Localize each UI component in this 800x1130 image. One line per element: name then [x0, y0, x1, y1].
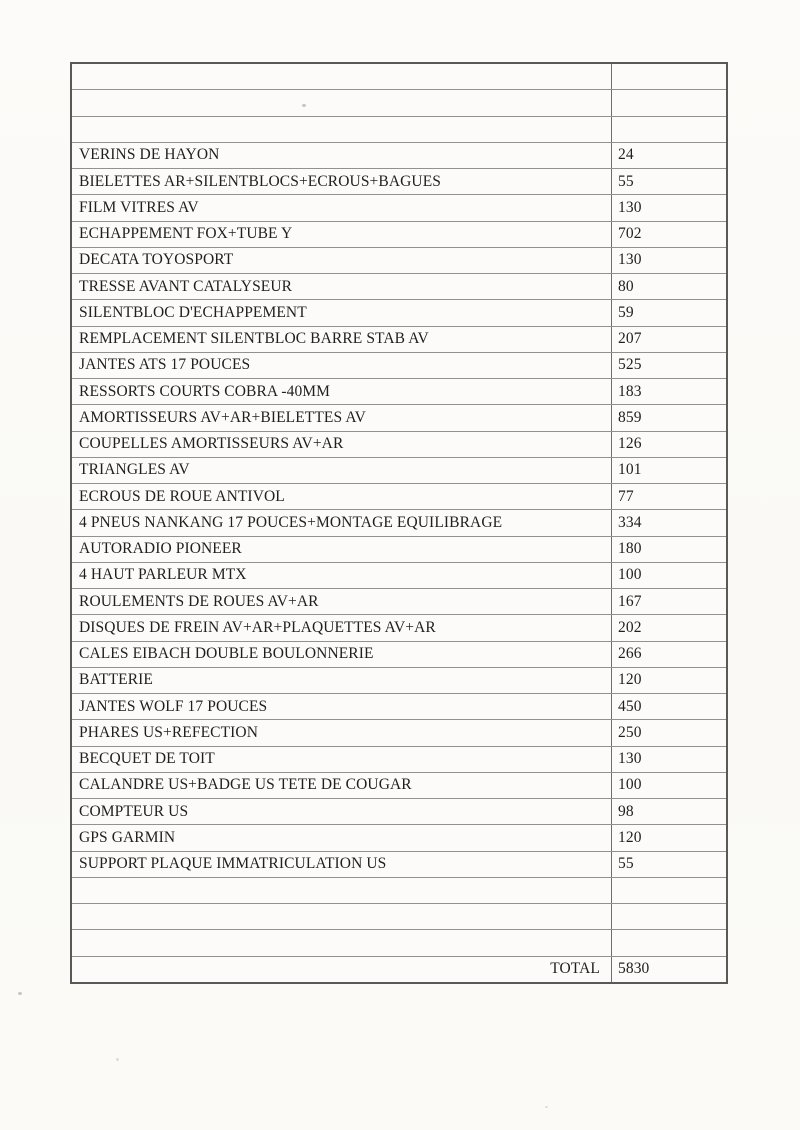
item-label: VERINS DE HAYON: [72, 143, 612, 168]
item-label: TRESSE AVANT CATALYSEUR: [72, 274, 612, 299]
item-label: JANTES ATS 17 POUCES: [72, 353, 612, 378]
item-value: 77: [618, 487, 634, 505]
item-value: 130: [618, 198, 642, 216]
table-row-item-5: [72, 248, 726, 274]
item-value: 859: [618, 408, 642, 426]
table-row-empty-bottom-2: [72, 904, 726, 930]
table-row-item-11: [72, 405, 726, 431]
table-row-item-9: [72, 353, 726, 379]
item-value: 130: [618, 251, 642, 269]
item-value: [612, 904, 726, 929]
item-label: [72, 64, 612, 89]
total-label: TOTAL: [72, 957, 612, 982]
table-row-item-7: [72, 300, 726, 326]
table-row-item-8: [72, 327, 726, 353]
table-row-item-4: [72, 222, 726, 248]
scan-speck: [18, 992, 22, 995]
item-value: 120: [618, 671, 642, 689]
item-label: AUTORADIO PIONEER: [72, 537, 612, 562]
table-row-item-6: [72, 274, 726, 300]
item-label: [72, 930, 612, 955]
item-value: 167: [618, 592, 642, 610]
item-value: [612, 90, 726, 115]
item-value: 202: [618, 618, 642, 636]
table-row-item-14: [72, 484, 726, 510]
item-value: 450: [618, 697, 642, 715]
item-label: ECHAPPEMENT FOX+TUBE Y: [72, 222, 612, 247]
item-label: COMPTEUR US: [72, 799, 612, 824]
item-label: SUPPORT PLAQUE IMMATRICULATION US: [72, 852, 612, 877]
table-row-item-3: [72, 195, 726, 221]
item-label: FILM VITRES AV: [72, 195, 612, 220]
item-label: AMORTISSEURS AV+AR+BIELETTES AV: [72, 405, 612, 430]
item-label: 4 HAUT PARLEUR MTX: [72, 563, 612, 588]
item-label: ECROUS DE ROUE ANTIVOL: [72, 484, 612, 509]
item-label: TRIANGLES AV: [72, 458, 612, 483]
item-label: ROULEMENTS DE ROUES AV+AR: [72, 589, 612, 614]
item-label: COUPELLES AMORTISSEURS AV+AR: [72, 432, 612, 457]
item-value: [612, 64, 726, 89]
table-row-empty-top-2: [72, 90, 726, 116]
item-value: 130: [618, 750, 642, 768]
table-row-item-12: [72, 432, 726, 458]
item-value: [612, 930, 726, 955]
table-row-item-13: [72, 458, 726, 484]
item-label: BECQUET DE TOIT: [72, 747, 612, 772]
item-value: 24: [618, 146, 634, 164]
scan-speck: [116, 1058, 119, 1061]
item-value: 55: [618, 855, 634, 873]
table-row-item-21: [72, 668, 726, 694]
item-value: [612, 878, 726, 903]
item-label: GPS GARMIN: [72, 825, 612, 850]
item-value: 525: [618, 356, 642, 374]
table-row-empty-top-1: [72, 64, 726, 90]
item-value: 100: [618, 566, 642, 584]
table-row-item-27: [72, 825, 726, 851]
item-value: [612, 117, 726, 142]
table-row-item-16: [72, 537, 726, 563]
item-label: 4 PNEUS NANKANG 17 POUCES+MONTAGE EQUILIBRAGE: [72, 510, 612, 535]
table-row-item-26: [72, 799, 726, 825]
item-value: 55: [618, 172, 634, 190]
table-row-item-20: [72, 642, 726, 668]
item-label: [72, 90, 612, 115]
item-label: CALANDRE US+BADGE US TETE DE COUGAR: [72, 773, 612, 798]
item-value: 266: [618, 645, 642, 663]
item-value: 126: [618, 435, 642, 453]
item-label: [72, 904, 612, 929]
table-row-empty-top-3: [72, 117, 726, 143]
table-row-empty-bottom-3: [72, 930, 726, 956]
item-value: 59: [618, 303, 634, 321]
table-row-empty-bottom-1: [72, 878, 726, 904]
table-row-item-25: [72, 773, 726, 799]
item-label: CALES EIBACH DOUBLE BOULONNERIE: [72, 642, 612, 667]
table-row-item-24: [72, 747, 726, 773]
table-row-item-23: [72, 720, 726, 746]
table-row-item-19: [72, 615, 726, 641]
item-label: BATTERIE: [72, 668, 612, 693]
parts-price-table: [70, 62, 728, 984]
table-row-item-18: [72, 589, 726, 615]
item-value: 207: [618, 330, 642, 348]
scan-speck: [545, 1106, 548, 1108]
item-value: 100: [618, 776, 642, 794]
item-value: 183: [618, 382, 642, 400]
item-value: 334: [618, 513, 642, 531]
item-label: BIELETTES AR+SILENTBLOCS+ECROUS+BAGUES: [72, 169, 612, 194]
table-row-item-1: [72, 143, 726, 169]
item-label: DISQUES DE FREIN AV+AR+PLAQUETTES AV+AR: [72, 615, 612, 640]
table-row-item-28: [72, 852, 726, 878]
table-row-item-10: [72, 379, 726, 405]
table-row-item-22: [72, 694, 726, 720]
item-label: SILENTBLOC D'ECHAPPEMENT: [72, 300, 612, 325]
item-value: 101: [618, 461, 642, 479]
table-row-item-2: [72, 169, 726, 195]
item-label: PHARES US+REFECTION: [72, 720, 612, 745]
item-value: 120: [618, 828, 642, 846]
item-value: 702: [618, 225, 642, 243]
item-value: 98: [618, 802, 634, 820]
scan-speck: [302, 104, 306, 107]
item-label: DECATA TOYOSPORT: [72, 248, 612, 273]
item-value: 180: [618, 540, 642, 558]
item-label: JANTES WOLF 17 POUCES: [72, 694, 612, 719]
item-label: REMPLACEMENT SILENTBLOC BARRE STAB AV: [72, 327, 612, 352]
item-label: RESSORTS COURTS COBRA -40MM: [72, 379, 612, 404]
item-label: [72, 117, 612, 142]
table-row-item-17: [72, 563, 726, 589]
item-label: [72, 878, 612, 903]
total-value: 5830: [618, 960, 650, 978]
table-row-item-15: [72, 510, 726, 536]
item-value: 80: [618, 277, 634, 295]
item-value: 250: [618, 723, 642, 741]
table-total-row: [72, 957, 726, 982]
